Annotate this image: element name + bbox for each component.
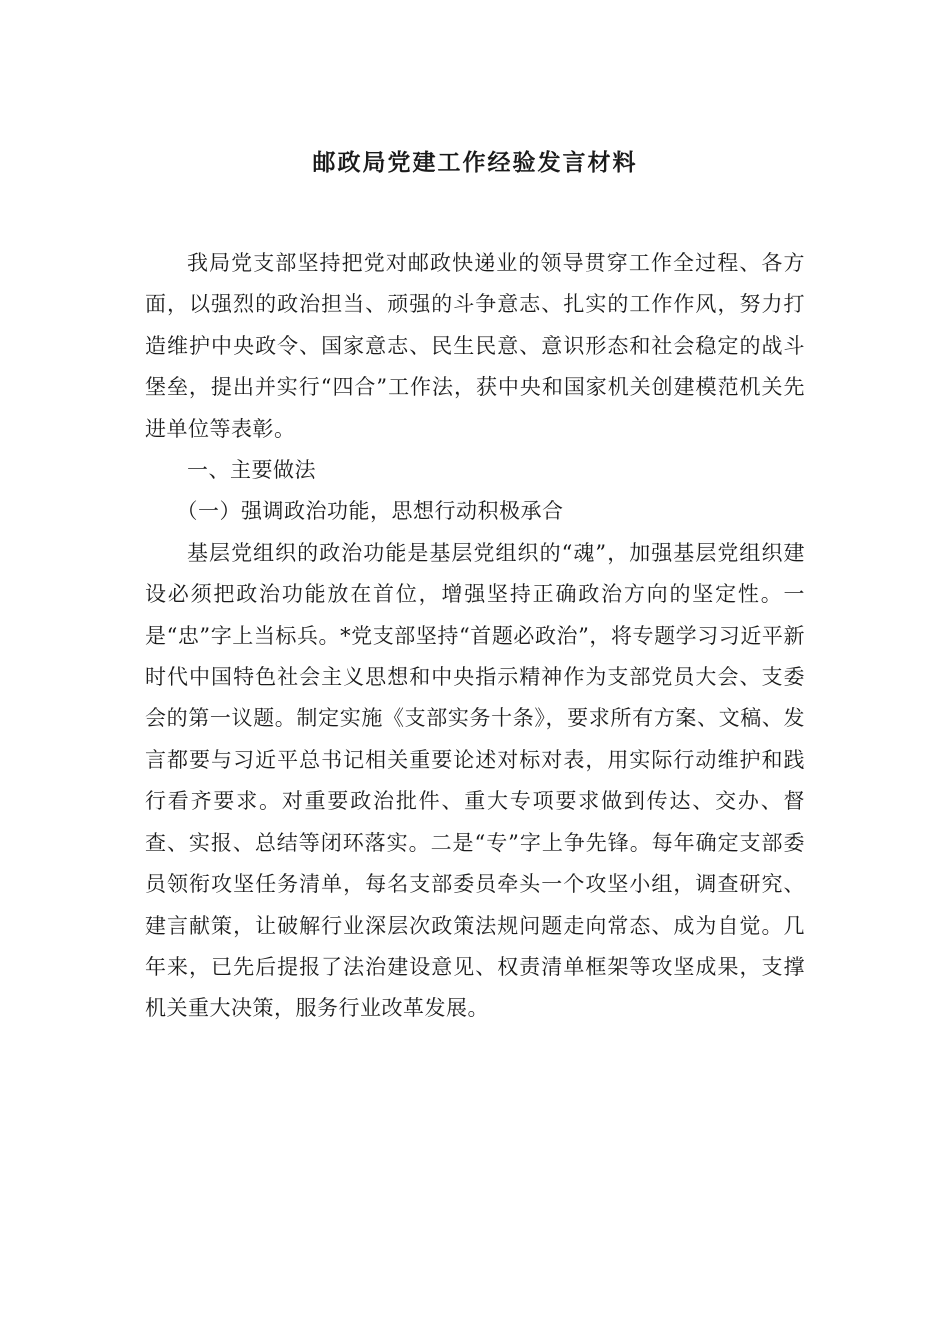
subsection-paragraph: 基层党组织的政治功能是基层党组织的“魂”，加强基层党组织建设必须把政治功能放在首位，增强坚持正确政治方向的坚定性。一是“忠”字上当标兵。*党支部坚持“首题必政治”，将专题学习习近平新时代中国特色社会主义思想和中央指示精神作为支部党员大会、支委会的第一议题。制定实施《支部实务十条》，要求所有方案、文稿、发言都要与习近平总书记相关重要论述对标对表，用实际行动维护和践行看齐要求。对重要政治批件、重大专项要求做到传达、交办、督查、实报、总结等闭环落实。二是“专”字上争先锋。每年确定支部委员领衔攻坚任务清单，每名支部委员牵头一个攻坚小组，调查研究、建言献策，让破解行业深层次政策法规问题走向常态、成为自觉。几年来，已先后提报了法治建设意见、权责清单框架等攻坚成果，支撑机关重大决策，服务行业改革发展。 bbox=[145, 540, 805, 1021]
section-heading: 一、主要做法 bbox=[187, 458, 316, 483]
document-body bbox=[145, 243, 805, 1030]
document-title: 邮政局党建工作经验发言材料 bbox=[312, 149, 638, 176]
subsection-heading: （一）强调政治功能，思想行动积极承合 bbox=[176, 499, 564, 524]
intro-paragraph: 我局党支部坚持把党对邮政快递业的领导贯穿工作全过程、各方面，以强烈的政治担当、顽强的斗争意志、扎实的工作作风，努力打造维护中央政令、国家意志、民生民意、意识形态和社会稳定的战斗堡垒，提出并实行“四合”工作法，获中央和国家机关创建模范机关先进单位等表彰。 bbox=[145, 251, 805, 441]
